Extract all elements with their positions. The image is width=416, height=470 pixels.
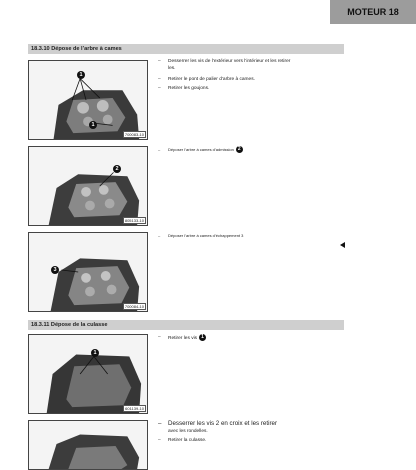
engine-photo-intake-camshaft	[28, 146, 148, 226]
engine-photo-cylinder-head-removal	[28, 420, 148, 470]
chapter-tab	[330, 0, 416, 24]
step-remove-exhaust-camshaft: – Déposer l’arbre à cames d’échappement 3	[158, 233, 244, 238]
callout-1: 1	[77, 71, 85, 79]
chapter-title: MOTEUR 18	[347, 7, 399, 17]
callout-1: 1	[199, 334, 206, 341]
figure-id: 601139-10	[125, 406, 144, 411]
figure-id: 700083-10	[124, 132, 144, 137]
step-remove-screws: – Retirer les vis 1	[158, 334, 348, 342]
step-loosen-screws: – Desserrer les vis de l’extérieur vers l’intérieur et les retirer les.	[158, 59, 291, 71]
section-heading-camshaft: 18.3.10 Dépose de l’arbre à cames	[28, 44, 344, 54]
step-remove-intake-camshaft: – Déposer l’arbre à cames d’admission 2	[158, 146, 348, 153]
figure-id: 805133-10	[124, 218, 144, 223]
callout-2: 2	[113, 165, 121, 173]
step-remove-dowels: – Retirer les goujons.	[158, 86, 210, 91]
callout-2: 2	[236, 146, 243, 153]
step-remove-head: – Retirer la culasse.	[158, 438, 207, 443]
figure-id: 700084-10	[124, 304, 144, 309]
step-loosen-cross-cont: avec les rondelles.	[168, 429, 208, 434]
engine-photo-camshaft-screws	[28, 60, 148, 140]
page-marker-arrow-icon	[340, 242, 345, 248]
step-loosen-cross: – Desserrer les vis 2 en croix et les retirer	[158, 420, 278, 427]
section-heading-cylinder-head: 18.3.11 Dépose de la culasse	[28, 320, 344, 330]
callout-3: 3	[51, 266, 59, 274]
step-remove-bridge: – Retirer le pont de palier d’arbre à cames.	[158, 77, 255, 82]
callout-1: 1	[91, 349, 99, 357]
engine-photo-exhaust-camshaft	[28, 232, 148, 312]
callout-1: 1	[89, 121, 97, 129]
engine-photo-cylinder-head-screws	[28, 334, 148, 414]
